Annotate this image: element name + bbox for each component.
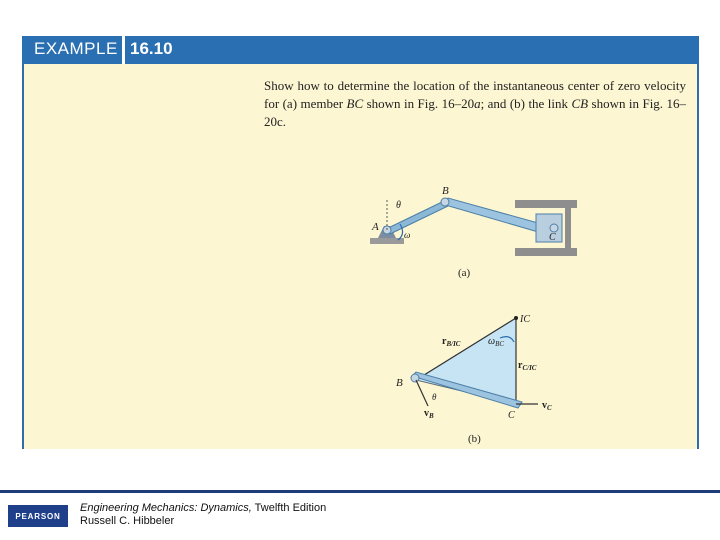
pin-b (441, 198, 449, 206)
example-number: 16.10 (130, 39, 173, 58)
problem-statement (264, 77, 686, 131)
label-ic: IC (520, 314, 530, 325)
ic-point (514, 316, 518, 320)
problem-text: Show how to determine the location of the instantaneous center of zero velocity for (a) member (264, 78, 686, 111)
header-divider (122, 36, 125, 64)
book-title: Engineering Mechanics: Dynamics, (80, 502, 252, 514)
label-vC: $v_C$ (542, 400, 552, 412)
label-b-b: B (396, 377, 403, 389)
slider-top-wall (515, 200, 577, 208)
footer-divider (0, 490, 720, 493)
example-label: EXAMPLE (34, 39, 118, 58)
label-omega: ω (404, 230, 411, 240)
label-theta: θ (396, 200, 401, 211)
fig-a-ref: a (474, 96, 481, 111)
pearson-logo: PEARSON (8, 505, 68, 527)
problem-text: shown in Fig. 16–20c. (264, 96, 687, 129)
caption-b: (b) (468, 433, 481, 445)
book-author: Russell C. Hibbeler (80, 515, 175, 527)
footer-citation (80, 502, 326, 528)
link-cb: CB (571, 96, 589, 111)
label-theta-b: θ (432, 392, 437, 402)
label-vB: $v_B$ (424, 408, 434, 420)
figure-b (390, 310, 570, 448)
label-b: B (442, 185, 449, 197)
pin-b-b (411, 374, 419, 382)
slider-back-wall (565, 208, 571, 248)
vB-arrow (416, 380, 428, 406)
book-edition: Twelfth Edition (251, 502, 327, 514)
label-c-b: C (508, 410, 515, 421)
member-bc: BC (346, 96, 364, 111)
slider-bottom-wall (515, 248, 577, 256)
label-rC: $r_{C/IC}$ (518, 360, 537, 372)
label-omega-bc: $\omega_{BC}$ (488, 336, 505, 348)
crank-ab (384, 202, 448, 234)
figure-a (360, 180, 590, 280)
label-rB: $r_{B/IC}$ (442, 336, 461, 348)
problem-text: ; and (b) the link (480, 96, 572, 111)
caption-a: (a) (458, 267, 471, 279)
pin-c (550, 224, 558, 232)
problem-text: shown in Fig. 16–20 (363, 96, 475, 111)
label-c: C (549, 232, 556, 243)
label-a: A (372, 221, 379, 233)
example-header (22, 36, 699, 64)
